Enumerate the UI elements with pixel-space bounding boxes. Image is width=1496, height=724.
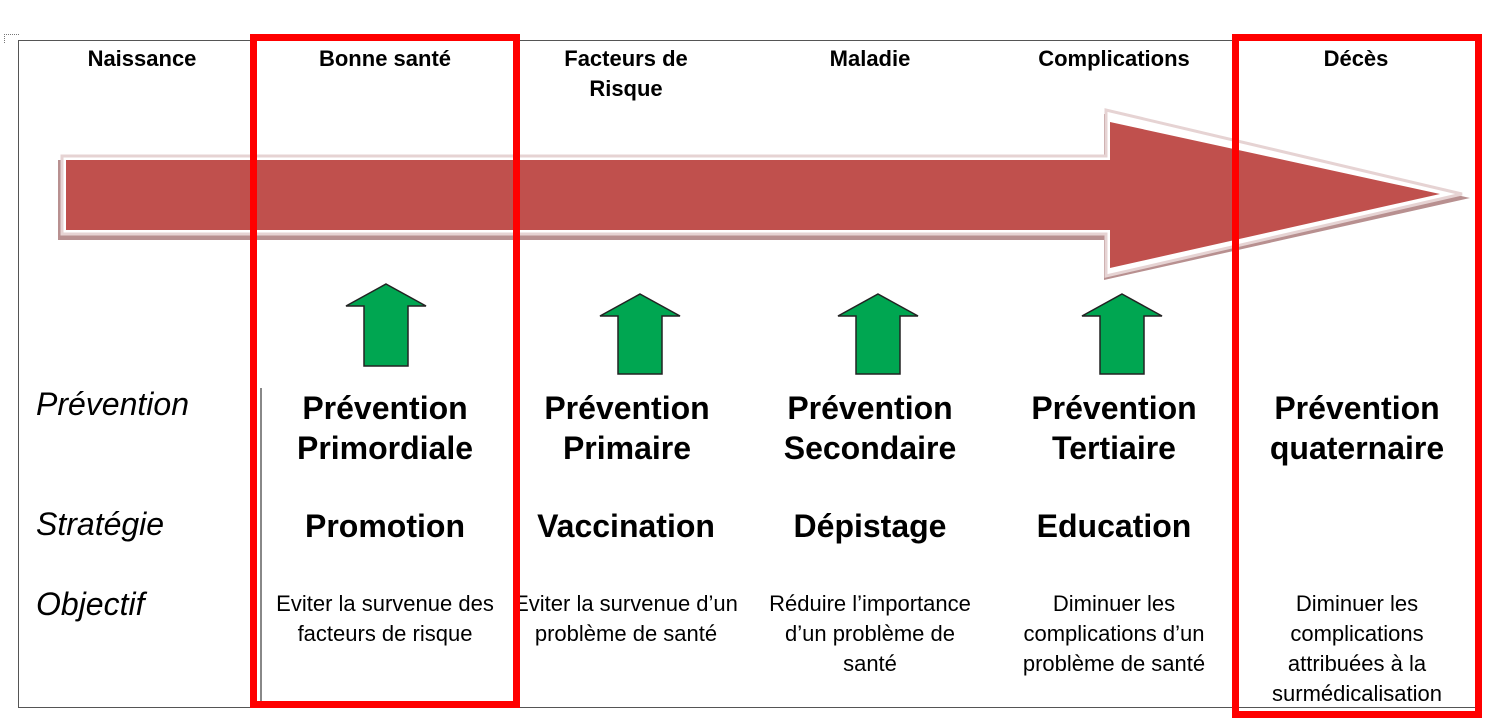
highlight-box-primordiale: [250, 34, 520, 708]
stage-maladie: Maladie: [829, 46, 911, 71]
stage-bonne-sante: Bonne santé: [318, 46, 452, 71]
strategie-vaccination: Vaccination: [537, 508, 715, 544]
prevention-primordiale: Prévention Primordiale: [296, 390, 474, 466]
row-label-prevention: Prévention: [36, 386, 189, 422]
up-arrow-icon: [838, 294, 918, 374]
up-arrow-icon: [600, 294, 680, 374]
stage-complications: Complications: [1038, 46, 1190, 71]
strategie-education: Education: [1036, 508, 1192, 544]
prevention-tertiaire: Prévention Tertiaire: [1031, 390, 1197, 466]
objectif-primordiale: Eviter la survenue des facteurs de risque: [276, 591, 494, 646]
objectif-tertiaire: Diminuer les complications d’un problème de santé: [1022, 591, 1206, 676]
stage-facteurs-risque: Facteurs de Risque: [564, 46, 688, 101]
highlight-box-quaternaire: [1232, 34, 1482, 718]
up-arrow-icon: [1082, 294, 1162, 374]
stage-deces: Décès: [1323, 46, 1389, 71]
row-label-strategie: Stratégie: [36, 506, 165, 542]
objectif-primaire: Eviter la survenue d’un problème de santé: [514, 591, 738, 646]
strategie-promotion: Promotion: [305, 508, 465, 544]
row-label-objectif: Objectif: [36, 586, 145, 622]
prevention-quaternaire: Prévention quaternaire: [1269, 390, 1445, 466]
objectif-secondaire: Réduire l’importance d’un problème de santé: [769, 591, 971, 676]
objectif-quaternaire: Diminuer les complications attribuées à la surmédicalisation: [1272, 591, 1442, 706]
prevention-primaire: Prévention Primaire: [544, 390, 710, 466]
prevention-secondaire: Prévention Secondaire: [783, 390, 957, 466]
strategie-depistage: Dépistage: [793, 508, 947, 544]
stage-naissance: Naissance: [87, 46, 197, 71]
